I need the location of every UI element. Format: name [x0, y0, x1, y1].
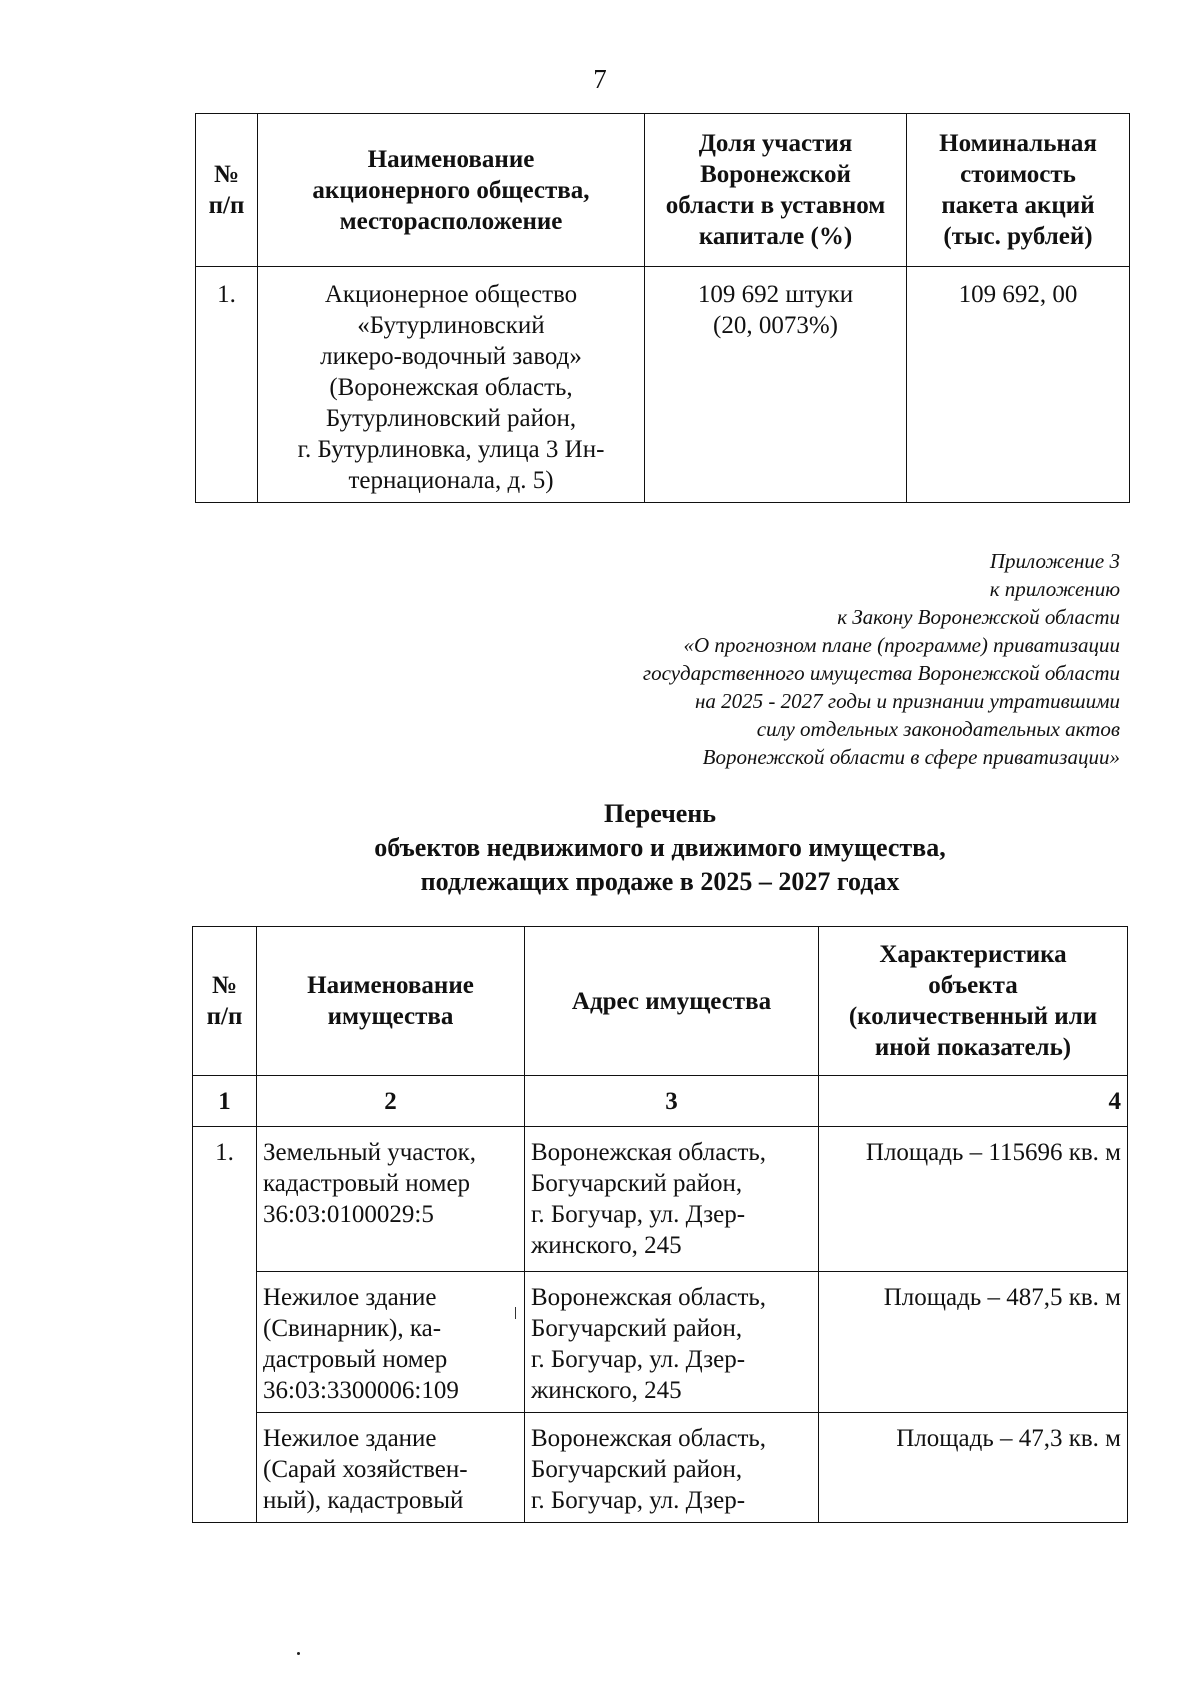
header-num: № п/п [196, 114, 258, 267]
company-name: Акционерное общество «Бутурлиновский ликеро-водочный завод» (Воронежская область, Бутурлиновский район, г. Бутурлиновка, улица 3 Ин- тернационала, д. 5) [258, 267, 645, 503]
header-nominal-value: Номинальная стоимость пакета акций (тыс. рублей) [907, 114, 1130, 267]
column-number: 2 [257, 1076, 525, 1127]
property-name: Нежилое здание (Свинарник), ка- дастровый номер 36:03:3300006:109 [257, 1272, 525, 1413]
property-address: Воронежская область, Богучарский район, г. Богучар, ул. Дзер- [525, 1413, 819, 1523]
header-characteristic: Характеристика объекта (количественный или иной показатель) [819, 927, 1128, 1076]
row-number [193, 1272, 257, 1413]
page-number: 7 [593, 64, 607, 94]
shares-header-row [196, 114, 1130, 267]
property-address: Воронежская область, Богучарский район, г. Богучар, ул. Дзер- жинского, 245 [525, 1272, 819, 1413]
property-header-row [193, 927, 1128, 1076]
share-value: 109 692 штуки (20, 0073%) [645, 267, 907, 503]
property-address: Воронежская область, Богучарский район, г. Богучар, ул. Дзер- жинского, 245 [525, 1127, 819, 1272]
property-characteristic: Площадь – 47,3 кв. м [819, 1413, 1128, 1523]
table-row [196, 267, 1130, 503]
property-name: Нежилое здание (Сарай хозяйствен- ный), кадастровый [257, 1413, 525, 1523]
shares-table [195, 113, 1130, 503]
scan-artifact-mark [515, 1307, 516, 1319]
property-characteristic: Площадь – 115696 кв. м [819, 1127, 1128, 1272]
header-share: Доля участия Воронежской области в уставном капитале (%) [645, 114, 907, 267]
row-number: 1. [196, 267, 258, 503]
table-row [193, 1413, 1128, 1523]
column-number: 4 [819, 1076, 1128, 1127]
property-name: Земельный участок, кадастровый номер 36:03:0100029:5 [257, 1127, 525, 1272]
header-num: № п/п [193, 927, 257, 1076]
list-title: Перечень объектов недвижимого и движимого имущества, подлежащих продаже в 2025 – 2027 годах [374, 799, 946, 896]
header-property-address: Адрес имущества [525, 927, 819, 1076]
header-company-name: Наименование акционерного общества, месторасположение [258, 114, 645, 267]
table-row [193, 1127, 1128, 1272]
property-table [192, 926, 1128, 1523]
column-number-row [193, 1076, 1128, 1127]
scan-artifact-dot [297, 1652, 300, 1655]
column-number: 1 [193, 1076, 257, 1127]
appendix-note: Приложение 3 к приложению к Закону Воронежской области «О прогнозном плане (программе) приватизации государственного имущества Воронежской области на 2025 - 2027 годы и признании утратившими силу отдельных законодательных актов Воронежской области в сфере приватизации» [642, 549, 1120, 769]
column-number: 3 [525, 1076, 819, 1127]
header-property-name: Наименование имущества [257, 927, 525, 1076]
row-number: 1. [193, 1127, 257, 1272]
property-characteristic: Площадь – 487,5 кв. м [819, 1272, 1128, 1413]
nominal-value: 109 692, 00 [907, 267, 1130, 503]
row-number [193, 1413, 257, 1523]
table-row [193, 1272, 1128, 1413]
